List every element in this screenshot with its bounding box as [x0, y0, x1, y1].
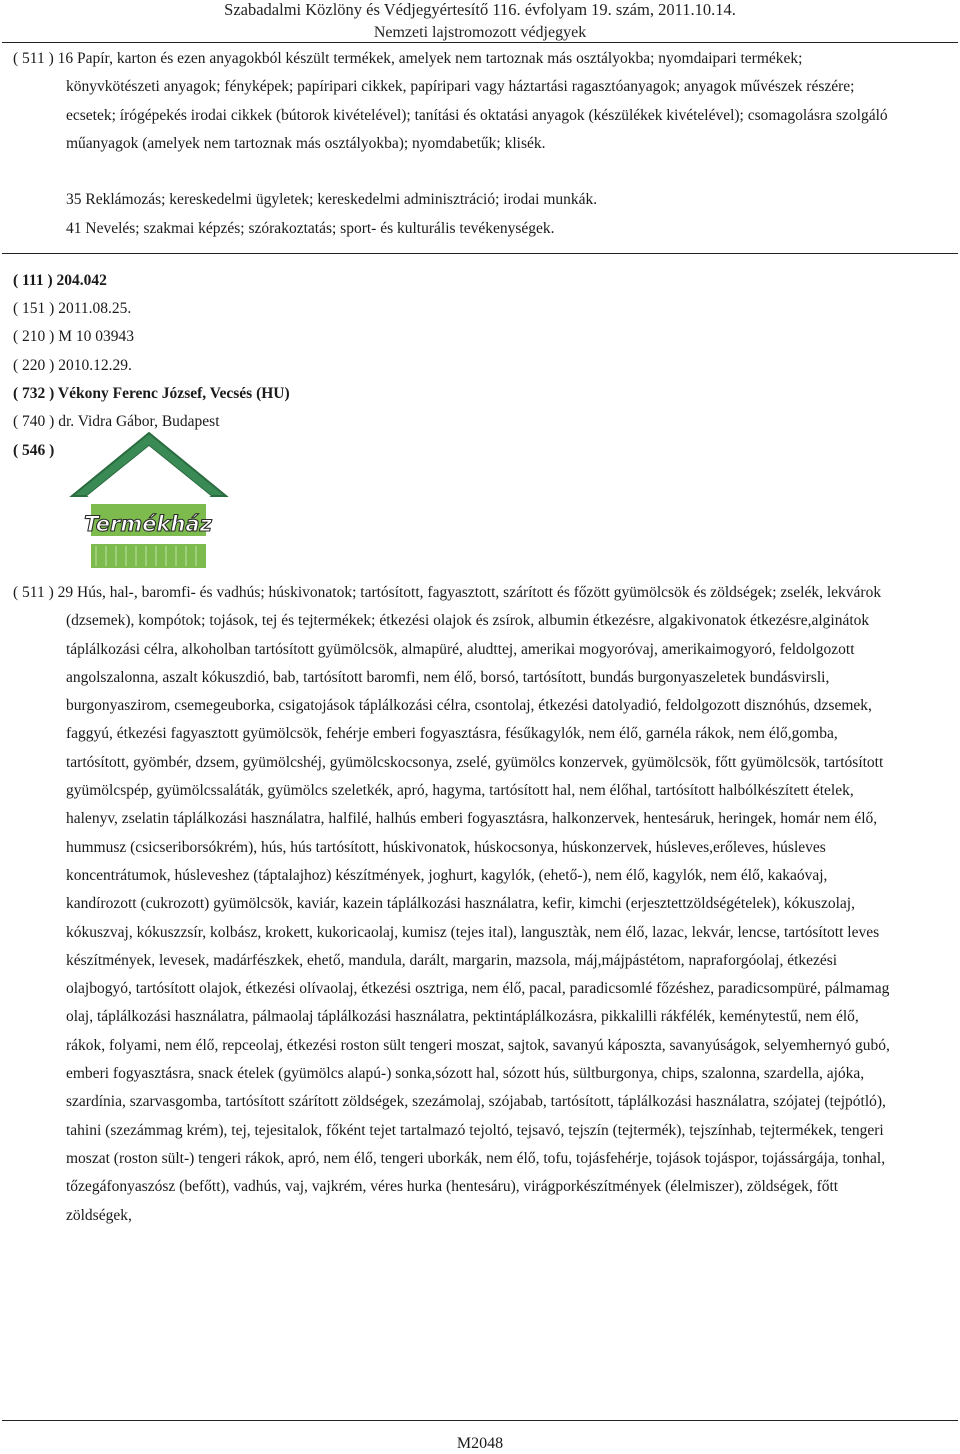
entry-divider — [2, 253, 958, 254]
trademark-logo — [66, 430, 232, 572]
field-546: ( 546 ) — [13, 442, 55, 459]
field-740: ( 740 ) dr. Vidra Gábor, Budapest — [13, 413, 220, 430]
field-111: ( 111 ) 204.042 — [13, 272, 107, 289]
prev-class-35: 35 Reklámozás; kereskedelmi ügyletek; kereskedelmi adminisztráció; irodai munkák. — [66, 191, 598, 208]
journal-header: Szabadalmi Közlöny és Védjegyértesítő 116. évfolyam 19. szám, 2011.10.14. — [224, 0, 736, 19]
logo-text: Termékház — [84, 512, 212, 536]
field-210: ( 210 ) M 10 03943 — [13, 328, 134, 345]
field-151: ( 151 ) 2011.08.25. — [13, 300, 132, 317]
footer-divider — [2, 1420, 958, 1421]
header-divider — [2, 42, 958, 43]
prev-class-16: ( 511 ) 16 Papír, karton és ezen anyagokból készült termékek, amelyek nem tartoznak más osztályokba; nyomdaipari termékek; könyvkötészeti anyagok; fényképek; papíripari cikkek, papíripari vagy háztartási ragasztóanyagok; anyagok művészek részére; ecsetek; írógépekés irodai cikkek (bútorok kivételével); tanítási és oktatási anyagok (készülékek kivételével); csomagolásra szolgáló műanyagok (amelyek nem tartoznak más osztályokba); nyomdabetűk; klisék. — [13, 50, 888, 152]
prev-class-41: 41 Nevelés; szakmai képzés; szórakoztatás; sport- és kulturális tevékenységek. — [66, 220, 555, 237]
section-title: Nemzeti lajstromozott védjegyek — [373, 24, 587, 41]
field-220: ( 220 ) 2010.12.29. — [13, 357, 132, 374]
field-732: ( 732 ) Vékony Ferenc József, Vecsés (HU) — [13, 385, 290, 402]
class-29: ( 511 ) 29 Hús, hal-, baromfi- és vadhús; húskivonatok; tartósított, fagyasztott, szárított és főzött gyümölcsök és zöldségek; zselék, lekvárok (dzsemek), kompótok; tojások, tej és tejtermékek; étkezési olajok és zsírok, albumin étkezésre, algakivonatok étkezésre,alginátok táplálkozási célra, alkoholban tartósított gyümölcsök, almapüré, aludttej, amerikai mogyoróvaj, amerikaimogyoró, feldolgozott angolszalonna, aszalt kókuszdió, bab, tartósított baromfi, nem élő, borsó, tartósított, bundás burgonyaszeletek bundásvirsli, burgonyaszirom, csemegeuborka, csigatojások táplálkozási célra, csontolaj, étkezési datolyadió, feldolgozott disznóhús, dzsemek, faggyú, étkezési fagyasztott gyümölcsök, fehérje emberi fogyasztásra, fésűkagylók, nem élő, garnéla rákok, nem élő,gomba, tartósított, gyömbér, dzsem, gyümölcshéj, gyümölcskocsonya, zselé, gyümölcs konzervek, gyümölcsök, főtt gyümölcsök, tartósított gyümölcspép, gyümölcssaláták, gyümölcs szeletkék, apró, hagyma, tartósított hal, nem élőhal, tartósított halbólkészített ételek, halenyv, zselatin táplálkozási használatra, halfilé, halhús emberi fogyasztásra, halkonzervek, hentesáruk, heringek, homár nem élő, hummusz (csicseriborsókrém), hús, hús tartósított, húskivonatok, húskocsonya, húskonzervek, húsleves,erőleves, húsleves koncentrátumok, húsleveshez (táptalajhoz) készítmények, joghurt, kagylók, (ehető-), nem élő, kagylók, nem élő, kakaóvaj, kandírozott (cukrozott) gyümölcsök, kaviár, kazein táplálkozási használatra, kefir, kimchi (erjesztettzöldségételek), kókuszolaj, kókuszvaj, kókuszzsír, kolbász, krokett, kukoricaolaj, kumisz (tejes ital), langusztàk, nem élő, lazac, lekvár, lencse, tartósított leves készítmények, levesek, madárfészkek, ehető, mandula, darált, margarin, mazsola, máj,májpástétom, napraforgóolaj, étkezési olajbogyó, tartósított olajok, étkezési olívaolaj, étkezési osztriga, nem élő, pacal, paradicsomlé főzéshez, paradicsompüré, pálmamag olaj, táplálkozási használatra, pálmaolaj táplálkozási használatra, pektintáplálkozásra, pikkalilli rákfélék, keménytestű, nem élő, rákok, folyami, nem élő, repceolaj, étkezési roston sült tengeri moszat, sajtok, savanyú káposzta, savanyúságok, selyemhernyó gubó, emberi fogyasztásra, snack ételek (gyümölcs alapú-) sonka,sózott hal, sózott hús, sültburgonya, chips, szalonna, szardella, ajóka, szardínia, szarvasgomba, tartósított szárított zöldségek, szezámolaj, szójabab, tartósított, táplálkozási használatra, szójatej (tejpótló), tahini (szezámmag krém), tej, tejesitalok, főként tejet tartalmazó tejoltó, tejsavó, tejszín (tejtermék), tejszínhab, tejtermékek, tengeri moszat (roston sült-) tengeri rákok, apró, nem élő, tengeri uborkák, nem élő, tofu, tojásfehérje, tojások tojáspor, tojássárgája, tonhal, tőzegáfonyaszósz (befőtt), vadhús, vaj, vajkrém, véres hurka (hentesáru), virágporkészítmények (élelmiszer), zöldségek, főtt zöldségek, — [13, 584, 890, 1224]
page-number: M2048 — [456, 1435, 504, 1452]
